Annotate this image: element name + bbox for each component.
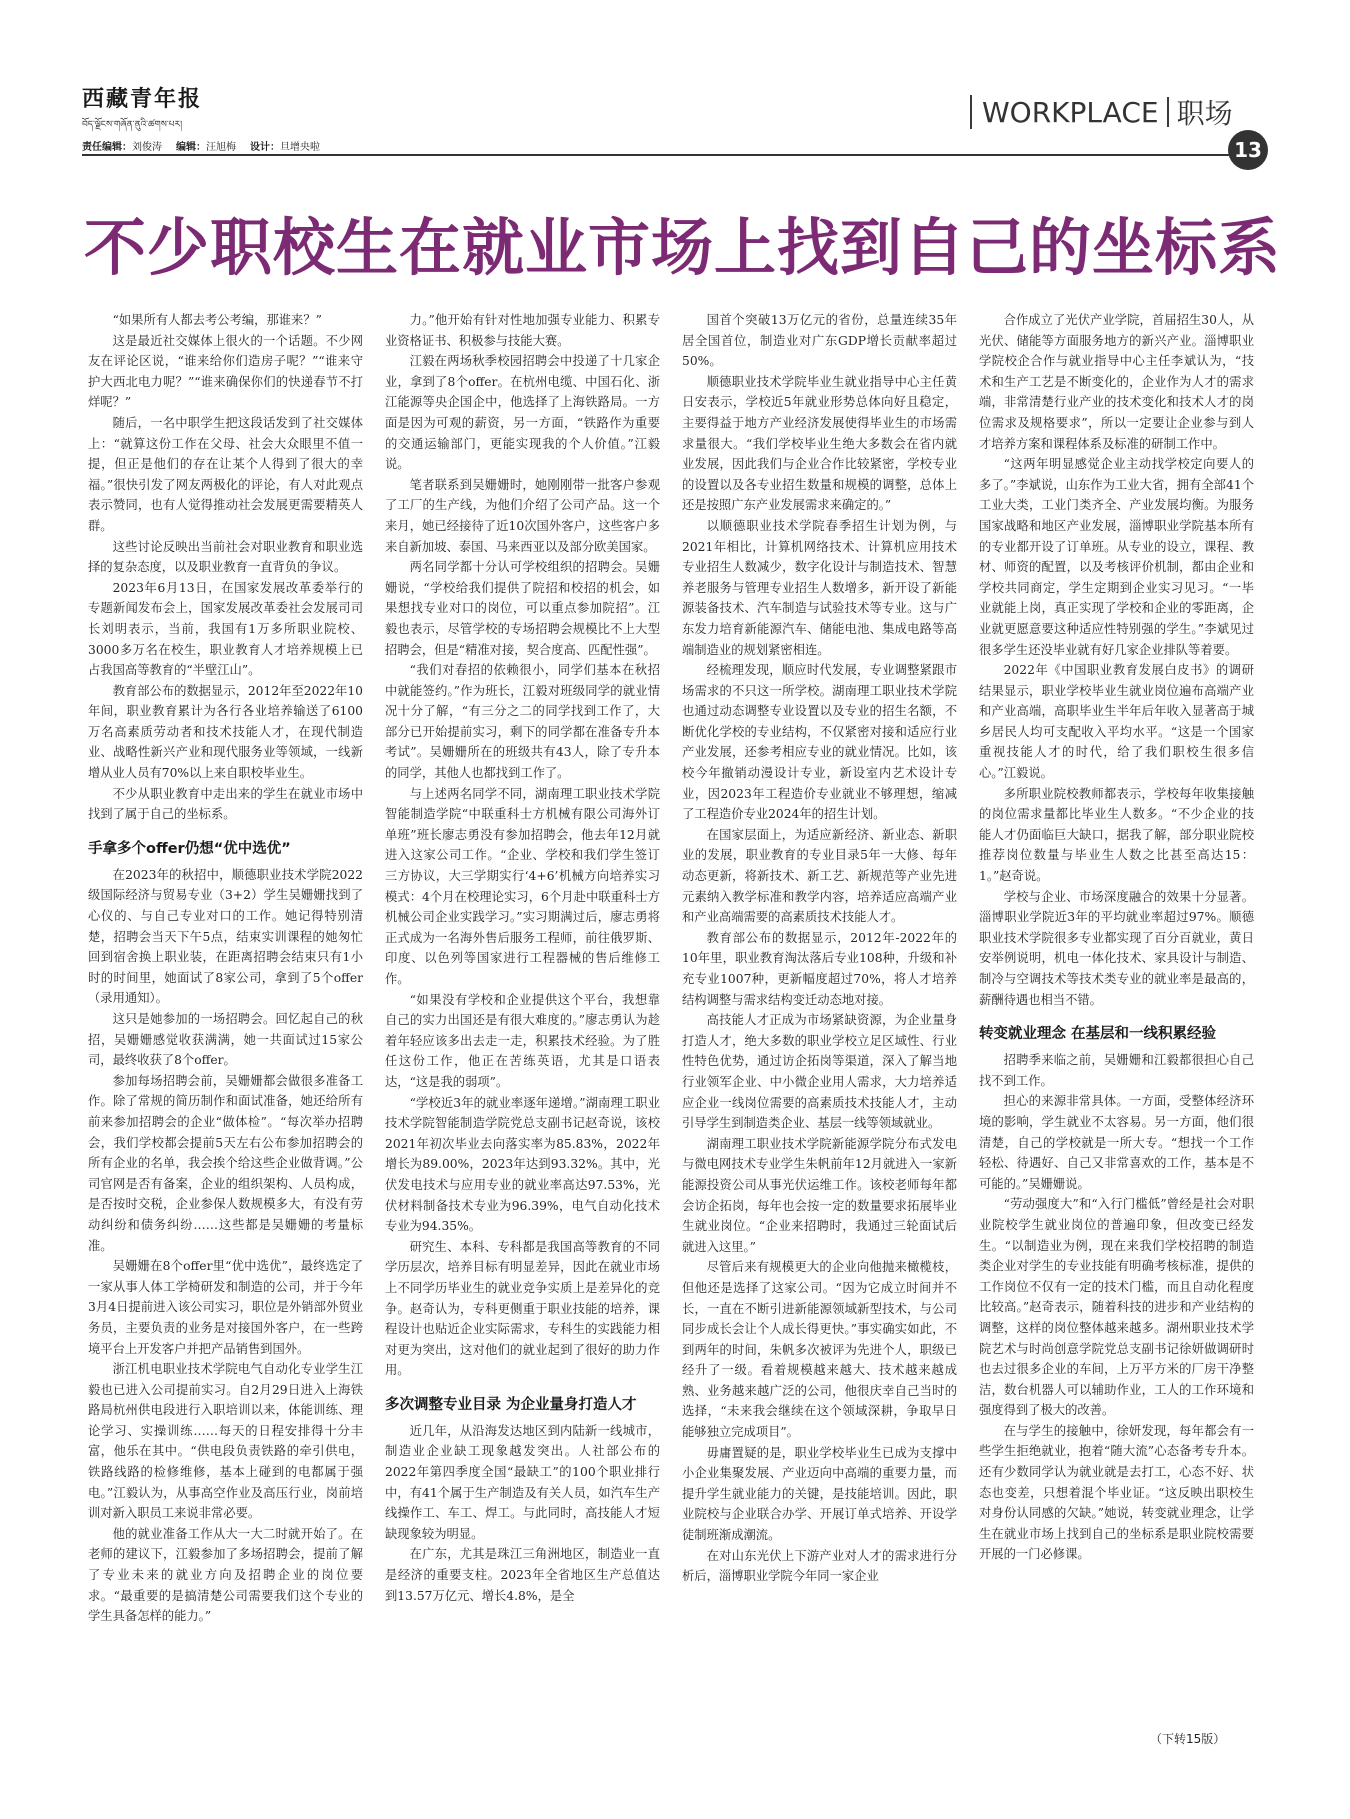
paragraph: 顺德职业技术学院毕业生就业指导中心主任黄日安表示，学校近5年就业形势总体向好且稳定，主要得益于地方产业经济发展使得毕业生的市场需求量很大。“我们学校毕业生绝大多数会在省内就业发展，因此我们与企业合作比较紧密，学校专业的设置以及各专业招生数量和规模的调整，总体上还是按照广东产业发展需求来确定的。” (682, 374, 957, 513)
paragraph: “如果所有人都去考公考编，那谁来？” (112, 313, 322, 327)
paragraph: 参加每场招聘会前，吴姗姗都会做很多准备工作。除了常规的简历制作和面试准备，她还给所有前来参加招聘会的企业“做体检”。“每次举办招聘会，我们学校都会提前5天左右公布参加招聘会的所有企业的名单，我会挨个给这些企业做背调。”公司官网是否有备案，企业的组织架构、人员构成，是否按时交税，企业参保人数规模多大，有没有劳动纠纷和债务纠纷……这些都是吴姗姗的考量标准。 (88, 1073, 363, 1253)
paragraph: “劳动强度大”和“入行门槛低”曾经是社会对职业院校学生就业岗位的普遍印象，但改变已经发生。“以制造业为例，现在来我们学校招聘的制造类企业对学生的专业技能有明确考核标准，提供的工作岗位不仅有一定的技术门槛，而且自动化程度比较高。”赵奇表示，随着科技的进步和产业结构的调整，这样的岗位整体越来越多。湖州职业技术学院艺术与时尚创意学院党总支副书记徐妍做调研时也去过很多企业的车间，上万平方米的厂房干净整洁，数台机器人可以辅助作业，工人的工作环境和强度得到了极大的改善。 (979, 1197, 1254, 1418)
paragraph: 在2023年的秋招中，顺德职业技术学院2022级国际经济与贸易专业（3+2）学生吴姗姗找到了心仪的、与自己专业对口的工作。她记得特别清楚，招聘会当天下午5点，结束实训课程的她匆忙回到宿舍换上职业装，在距离招聘会结束只有1小时的时间里，她面试了8家公司，拿到了5个offer（录用通知）。 (88, 867, 363, 1006)
paragraph: “我们对春招的依赖很小，同学们基本在秋招中就能签约。”作为班长，江毅对班级同学的就业情况十分了解，“有三分之二的同学找到工作了，大部分已开始提前实习，剩下的同学都在准备专升本考试”。吴姗姗所在的班级共有43人，除了专升本的同学，其他人也都找到工作了。 (385, 663, 660, 781)
newspaper-name-tibetan: བོད་ལྗོངས་གཞོན་ནུའི་ཚགས་པར། (82, 120, 182, 130)
section-name-english: WORKPLACE (982, 95, 1159, 129)
paragraph: 研究生、本科、专科都是我国高等教育的不同学历层次，培养目标有明显差异，因此在就业市场上不同学历毕业生的就业竞争实质上是差异化的竞争。赵奇认为，专科更侧重于职业技能的培养，课程设计也贴近企业实际需求，专科生的实践能力相对更为突出，这对他们的就业起到了很好的助力作用。 (385, 1239, 660, 1378)
paragraph: 经梳理发现，顺应时代发展，专业调整紧跟市场需求的不只这一所学校。湖南理工职业技术学院也通过动态调整专业设置以及专业的招生名额，不断优化学校的专业结构，不仅紧密对接和适应行业产业发展，还参考相应专业的就业情况。比如，该校今年撤销动漫设计专业，新设室内艺术设计专业，因2023年工程造价专业就业不够理想，缩减了工程造价专业2024年的招生计划。 (682, 663, 957, 822)
paragraph: 两名同学都十分认可学校组织的招聘会。吴姗姗说，“学校给我们提供了院招和校招的机会，如果想找专业对口的岗位，可以重点参加院招”。江毅也表示，尽管学校的专场招聘会规模比不上大型招聘会，但是“精准对接，契合度高、匹配性强”。 (385, 560, 660, 657)
paragraph: 招聘季来临之前，吴姗姗和江毅都很担心自己找不到工作。 (979, 1053, 1254, 1088)
paragraph: 湖南理工职业技术学院新能源学院分布式发电与微电网技术专业学生朱帆前年12月就进入一家新能源投资公司从事光伏运维工作。该校老师每年都会访企拓岗，每年也会按一定的数量要求拓展毕业生就业岗位。“企业来招聘时，我通过三轮面试后就进入这里。” (682, 1136, 957, 1254)
subheading: 多次调整专业目录 为企业量身打造人才 (385, 1396, 637, 1413)
article-body (88, 310, 1256, 1740)
paragraph: 吴姗姗在8个offer里“优中选优”，最终选定了一家从事人体工学椅研发和制造的公司，并于今年3月4日提前进入该公司实习，职位是外销部外贸业务员，主要负责的业务是对接国外客户，在一些跨境平台上开发客户并把产品销售到国外。 (88, 1259, 363, 1356)
newspaper-name: 西藏青年报 (82, 86, 203, 112)
section-name-chinese: 职场 (1176, 97, 1233, 130)
article-headline: 不少职校生在就业市场上找到自己的坐标系 (84, 211, 1282, 284)
paragraph: 随后，一名中职学生把这段话发到了社交媒体上：“就算这份工作在父母、社会大众眼里不值一提，但正是他们的存在让某个人得到了很大的幸福。”很快引发了网友两极化的评论，有人对此观点表示赞同，也有人觉得推动社会发展更需要精英人群。 (88, 415, 363, 533)
paragraph: 不少从职业教育中走出来的学生在就业市场中找到了属于自己的坐标系。 (88, 786, 363, 822)
paragraph: “如果没有学校和企业提供这个平台，我想靠自己的实力出国还是有很大难度的。”廖志勇认为趁着年轻应该多出去走一走，积累技术经验。为了胜任这份工作，他正在苦练英语，尤其是口语表达，“这是我的弱项”。 (385, 992, 660, 1089)
article-column-1 (88, 310, 363, 1740)
article-column-4 (979, 310, 1254, 1740)
paragraph: 高技能人才正成为市场紧缺资源，为企业量身打造人才，绝大多数的职业学校立足区域性、行业性特色优势，通过访企拓岗等渠道，深入了解当地行业领军企业、中小微企业用人需求，大力培养适应企业一线岗位需要的高素质技术技能人才，主动引导学生到制造类企业、基层一线等领域就业。 (682, 1013, 957, 1131)
subheading: 转变就业理念 在基层和一线积累经验 (979, 1026, 1217, 1043)
paragraph: 与上述两名同学不同，湖南理工职业技术学院智能制造学院“中联重科士方机械有限公司海外订单班”班长廖志勇没有参加招聘会，他去年12月就进入这家公司工作。“企业、学校和我们学生签订三方协议，大三学期实行‘4+6’机械方向培养实习模式：4个月在校理论实习，6个月赴中联重科士方机械公司企业实践学习。”实习期满过后，廖志勇将正式成为一名海外售后服务工程师，前往俄罗斯、印度、以色列等国家进行工程器械的售后维修工作。 (385, 786, 660, 986)
paragraph: 在广东，尤其是珠江三角洲地区，制造业一直是经济的重要支柱。2023年全省地区生产总值达到13.57万亿元、增长4.8%，是全 (385, 1547, 660, 1603)
paragraph: 他的就业准备工作从大一大二时就开始了。在老师的建议下，江毅参加了多场招聘会，提前了解了专业未来的就业方向及招聘企业的岗位要求。“最重要的是搞清楚公司需要我们这个专业的学生具备怎样的能力。” (88, 1526, 363, 1624)
paragraph: 在与学生的接触中，徐妍发现，每年都会有一些学生拒绝就业，抱着“随大流”心态备考专升本。还有少数同学认为就业就是去打工，心态不好、状态也变差，只想着混个毕业证。“这反映出职校生对身份认同感的欠缺。”她说，转变就业理念，让学生在就业市场上找到自己的坐标系是职业院校需要开展的一门必修课。 (979, 1423, 1254, 1562)
paragraph: 这只是她参加的一场招聘会。回忆起自己的秋招，吴姗姗感觉收获满满，她一共面试过15家公司，最终收获了8个offer。 (88, 1012, 363, 1068)
paragraph: 以顺德职业技术学院春季招生计划为例，与2021年相比，计算机网络技术、计算机应用技术专业招生人数减少，数字化设计与制造技术、智慧养老服务与管理专业招生人数增多，新开设了新能源装备技术、汽车制造与试验技术等专业。这与广东发力培育新能源汽车、储能电池、集成电路等高端制造业的规划紧密相连。 (682, 518, 957, 657)
subheading: 手拿多个offer仍想“优中选优” (88, 840, 291, 857)
paragraph: 毋庸置疑的是，职业学校毕业生已成为支撑中小企业集聚发展、产业迈向中高端的重要力量，而提升学生就业能力的关键，是技能培训。因此，职业院校与企业联合办学、开展订单式培养、开设学徒制班渐成潮流。 (682, 1445, 957, 1543)
paragraph: 学校与企业、市场深度融合的效果十分显著。淄博职业学院近3年的平均就业率超过97%。顺德职业技术学院很多专业都实现了百分百就业，黄日安举例说明，机电一体化技术、家具设计与制造、制冷与空调技术等技术类专业的就业率是最高的，薪酬待遇也相当不错。 (979, 889, 1254, 1007)
paragraph: 国首个突破13万亿元的省份，总量连续35年居全国首位，制造业对广东GDP增长贡献率超过50%。 (682, 313, 957, 369)
paragraph: 尽管后来有规模更大的企业向他抛来橄榄枝，但他还是选择了这家公司。“因为它成立时间并不长，一直在不断引进新能源领域新型技术，与公司同步成长会让个人成长得更快。”事实确实如此，不到两年的时间，朱帆多次被评为先进个人，职级已经升了一级。看着规模越来越大、技术越来越成熟、业务越来越广泛的公司，他很庆幸自己当时的选择，“未来我会继续在这个领域深耕，争取早日能够独立完成项目”。 (682, 1260, 957, 1440)
article-column-2 (385, 310, 660, 1740)
paragraph: “学校近3年的就业率逐年递增。”湖南理工职业技术学院智能制造学院党总支副书记赵奇说，该校2021年初次毕业去向落实率为85.83%，2022年增长为89.00%，2023年达到93.32%。其中，光伏发电技术与应用专业的就业率高达97.53%，光伏材料制备技术专业为96.39%，电气自动化技术专业为94.35%。 (385, 1095, 660, 1234)
section-divider (970, 95, 972, 129)
paragraph: 2022年《中国职业教育发展白皮书》的调研结果显示，职业学校毕业生就业岗位遍布高端产业和产业高端，高职毕业生半年后年收入显著高于城乡居民人均可支配收入平均水平。“这是一个国家重视技能人才的时代，给了我们职校生很多信心。”江毅说。 (979, 663, 1254, 781)
credit-editor: 编辑：汪旭梅 (176, 142, 236, 153)
paragraph: 这些讨论反映出当前社会对职业教育和职业选择的复杂态度，以及职业教育一直背负的争议。 (88, 539, 363, 575)
header-rule (82, 154, 1262, 156)
article-column-3 (682, 310, 957, 1740)
credit-editor-in-charge: 责任编辑：刘俊涛 (82, 142, 162, 153)
paragraph: 近几年，从沿海发达地区到内陆新一线城市，制造业企业缺工现象越发突出。人社部公布的2022年第四季度全国“最缺工”的100个职业排行中，有41个属于生产制造及有关人员，如汽车生产线操作工、车工、焊工。与此同时，高技能人才短缺现象较为明显。 (385, 1423, 660, 1541)
paragraph: 笔者联系到吴姗姗时，她刚刚带一批客户参观了工厂的生产线，为他们介绍了公司产品。这一个来月，她已经接待了近10次国外客户，这些客户多来自新加坡、泰国、马来西亚以及部分欧美国家。 (385, 477, 660, 554)
editor-credits (82, 138, 320, 153)
paragraph: 教育部公布的数据显示，2012年-2022年的10年里，职业教育淘汰落后专业108种，升级和补充专业1007种，更新幅度超过70%，将人才培养结构调整与需求结构变迁动态地对接。 (682, 930, 957, 1007)
continued-on-page-note: （下转15版） (1150, 1732, 1226, 1746)
paragraph: 在对山东光伏上下游产业对人才的需求进行分析后，淄博职业学院今年同一家企业 (682, 1548, 957, 1584)
paragraph: 教育部公布的数据显示，2012年至2022年10年间，职业教育累计为各行各业培养输送了6100万名高素质劳动者和技术技能人才，在现代制造业、战略性新兴产业和现代服务业等领域，一线新增从业人员有70%以上来自职校毕业生。 (88, 683, 363, 781)
paragraph: “这两年明显感觉企业主动找学校定向要人的多了。”李斌说，山东作为工业大省，拥有全部41个工业大类，工业门类齐全、产业发展均衡。为服务国家战略和地区产业发展，淄博职业学院基本所有的专业都开设了订单班。从专业的设立，课程、教材、师资的配置，以及考核评价机制，都由企业和学校共同商定，学生定期到企业实习见习。“一毕业就能上岗，真正实现了学校和企业的零距离，企业就更愿意要这种适应性特别强的学生。”李斌见过很多学生还没毕业就有好几家企业排队等着要。 (979, 457, 1254, 657)
paragraph: 在国家层面上，为适应新经济、新业态、新职业的发展，职业教育的专业目录5年一大修、每年动态更新，将新技术、新工艺、新规范等产业先进元素纳入教学标准和教学内容，培养适应高端产业和产业高端需要的高素质技术技能人才。 (682, 827, 957, 925)
paragraph: 担心的来源非常具体。一方面，受整体经济环境的影响，学生就业不太容易。另一方面，他们很清楚，自己的学校就是一所大专。“想找一个工作轻松、待遇好、自己又非常喜欢的工作，基本是不可能的。”吴姗姗说。 (979, 1094, 1254, 1191)
credit-designer: 设计：旦增央啦 (250, 142, 320, 153)
masthead (82, 82, 232, 140)
paragraph: 2023年6月13日，在国家发展改革委举行的专题新闻发布会上，国家发展改革委社会发展司司长刘明表示，当前，我国有1万多所职业院校、3000多万名在校生，职业教育人才培养规模上已占我国高等教育的“半壁江山”。 (88, 580, 363, 678)
paragraph: 力。”他开始有针对性地加强专业能力、积累专业资格证书、积极参与技能大赛。 (385, 313, 660, 348)
section-label (970, 92, 1233, 132)
paragraph: 浙江机电职业技术学院电气自动化专业学生江毅也已进入公司提前实习。自2月29日进入上海铁路局杭州供电段进行入职培训以来，体能训练、理论学习、实操训练……每天的日程安排得十分丰富，他乐在其中。“供电段负责铁路的牵引供电，铁路线路的检修维修，基本上碰到的电都属于强电。”江毅认为，从事高空作业及高压行业，岗前培训对新入职员工来说非常必要。 (88, 1362, 363, 1521)
paragraph: 合作成立了光伏产业学院，首届招生30人，从光伏、储能等方面服务地方的新兴产业。淄博职业学院校企合作与就业指导中心主任李斌认为，“技术和生产工艺是不断变化的，企业作为人才的需求端，非常清楚行业产业的技术变化和技术人才的岗位需求及规格要求”，所以一定要让企业参与到人才培养方案和课程体系及标准的研制工作中。 (979, 313, 1254, 451)
page-number-badge: 13 (1228, 130, 1268, 170)
paragraph: 多所职业院校教师都表示，学校每年收集接触的岗位需求量都比毕业生人数多。“不少企业的技能人才仍面临巨大缺口，据我了解，部分职业院校推荐岗位数量与毕业生人数之比甚至高达15：1。”赵奇说。 (979, 786, 1254, 884)
paragraph: 江毅在两场秋季校园招聘会中投递了十几家企业，拿到了8个offer。在杭州电缆、中国石化、浙江能源等央企国企中，他选择了上海铁路局。一方面是因为可观的薪资，另一方面，“铁路作为重要的交通运输部门，更能实现我的个人价值。”江毅说。 (385, 354, 660, 472)
section-separator (1167, 97, 1169, 127)
paragraph: 这是最近社交媒体上很火的一个话题。不少网友在评论区说，“谁来给你们造房子呢？”“谁来守护大西北电力呢？”“谁来确保你们的快递春节不打烊呢？” (88, 333, 363, 410)
